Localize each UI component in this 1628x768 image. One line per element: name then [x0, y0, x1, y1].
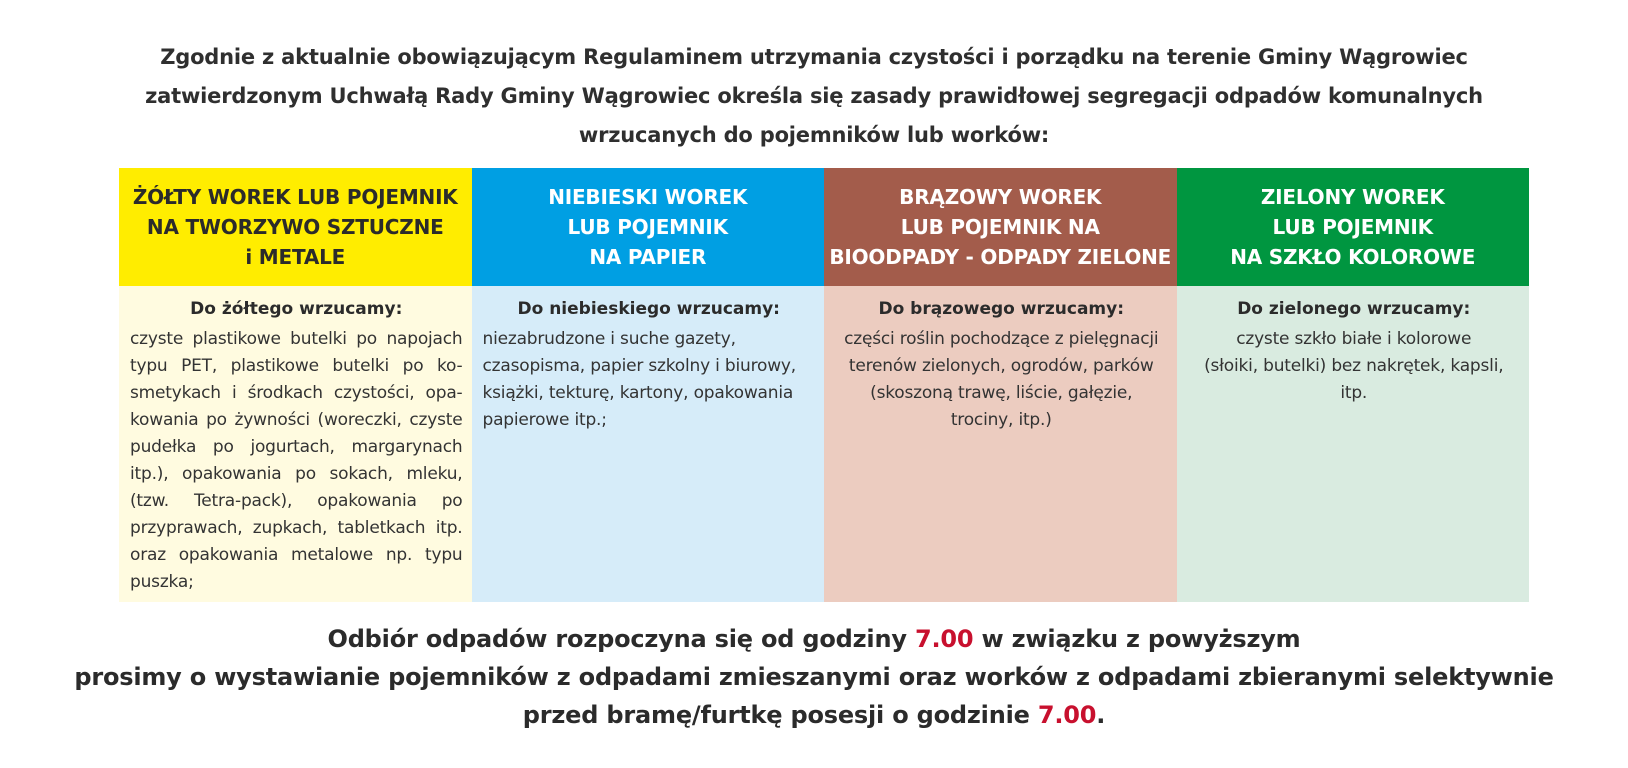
- column-brown: [824, 168, 1177, 602]
- column-green-header: [1177, 168, 1530, 286]
- notice-time: 7.00: [914, 625, 974, 653]
- column-green-body: [1177, 286, 1530, 602]
- notice-line-3: [60, 696, 1568, 734]
- collection-notice: [60, 620, 1568, 734]
- intro-text: [100, 38, 1528, 155]
- header-line: i METALE: [245, 245, 346, 269]
- body-line: papierowe itp.;: [482, 410, 607, 430]
- header-line: LUB POJEMNIK: [1272, 215, 1433, 239]
- waste-segregation-table: [119, 168, 1529, 602]
- column-yellow-header: [119, 168, 472, 286]
- body-line: pudełka po jogurtach, margarynach: [130, 437, 463, 457]
- header-line: ŻÓŁTY WOREK LUB POJEMNIK: [132, 185, 458, 209]
- body-line: trociny, itp.): [950, 410, 1052, 430]
- body-text: [835, 326, 1168, 434]
- body-line: części roślin pochodzące z pielęgnacji: [844, 329, 1159, 349]
- column-brown-body: [824, 286, 1177, 602]
- column-green: [1177, 168, 1530, 602]
- body-line: czasopisma, papier szkolny i biurowy,: [482, 356, 796, 376]
- body-line: przyprawach, zupkach, tabletkach itp.: [130, 518, 463, 538]
- body-line: czyste plastikowe butelki po napojach: [130, 329, 463, 349]
- notice-line-1: [60, 620, 1568, 658]
- body-line: kowania po żywności (woreczki, czyste: [130, 410, 463, 430]
- header-line: LUB POJEMNIK: [567, 215, 728, 239]
- body-title: Do zielonego wrzucamy:: [1237, 299, 1471, 319]
- body-line: terenów zielonych, ogrodów, parków: [848, 356, 1154, 376]
- body-title: Do niebieskiego wrzucamy:: [517, 299, 780, 319]
- notice-time: 7.00: [1037, 701, 1097, 729]
- body-text: [130, 326, 463, 596]
- body-line: smetykach i środkach czystości, opa-: [130, 383, 463, 403]
- header-line: LUB POJEMNIK NA: [900, 215, 1100, 239]
- header-line: BIOODPADY - ODPADY ZIELONE: [829, 245, 1172, 269]
- notice-text: Odbiór odpadów rozpoczyna się od godziny: [327, 625, 915, 653]
- body-line: puszka;: [130, 572, 194, 592]
- body-line: itp.), opakowania po sokach, mleku,: [130, 464, 463, 484]
- body-line: niezabrudzone i suche gazety,: [482, 329, 736, 349]
- column-yellow: [119, 168, 472, 602]
- column-blue-body: [472, 286, 825, 602]
- body-title: Do brązowego wrzucamy:: [878, 299, 1125, 319]
- body-line: itp.: [1340, 383, 1368, 403]
- body-line: czyste szkło białe i kolorowe: [1236, 329, 1472, 349]
- intro-line: wrzucanych do pojemników lub worków:: [578, 123, 1050, 147]
- column-brown-header: [824, 168, 1177, 286]
- body-line: (tzw. Tetra-pack), opakowania po: [130, 491, 463, 511]
- header-line: BRĄZOWY WOREK: [899, 185, 1102, 209]
- body-line: typu PET, plastikowe butelki po ko-: [130, 356, 463, 376]
- body-line: książki, tekturę, kartony, opakowania: [482, 383, 794, 403]
- notice-line-2: prosimy o wystawianie pojemników z odpadami zmieszanymi oraz worków z odpadami zbieranymi selektywnie: [74, 663, 1554, 691]
- body-title: Do żółtego wrzucamy:: [190, 299, 403, 319]
- header-line: NA PAPIER: [589, 245, 707, 269]
- header-line: NA TWORZYWO SZTUCZNE: [146, 215, 444, 239]
- column-yellow-body: [119, 286, 472, 602]
- intro-line: Zgodnie z aktualnie obowiązującym Regulaminem utrzymania czystości i porządku na terenie Gminy Wągrowiec: [160, 45, 1468, 69]
- header-line: ZIELONY WOREK: [1260, 185, 1445, 209]
- column-blue-header: [472, 168, 825, 286]
- notice-text: przed bramę/furtkę posesji o godzinie: [522, 701, 1038, 729]
- notice-text: w związku z powyższym: [973, 625, 1301, 653]
- intro-line: zatwierdzonym Uchwałą Rady Gminy Wągrowiec określa się zasady prawidłowej segregacji odpadów komunalnych: [145, 84, 1483, 108]
- header-line: NIEBIESKI WOREK: [548, 185, 748, 209]
- header-line: NA SZKŁO KOLOROWE: [1230, 245, 1476, 269]
- body-line: (słoiki, butelki) bez nakrętek, kapsli,: [1204, 356, 1504, 376]
- body-text: [1188, 326, 1521, 407]
- body-line: (skoszoną trawę, liście, gałęzie,: [870, 383, 1133, 403]
- body-line: oraz opakowania metalowe np. typu: [130, 545, 463, 565]
- column-blue: [472, 168, 825, 602]
- notice-text: .: [1096, 701, 1106, 729]
- body-text: [483, 326, 816, 434]
